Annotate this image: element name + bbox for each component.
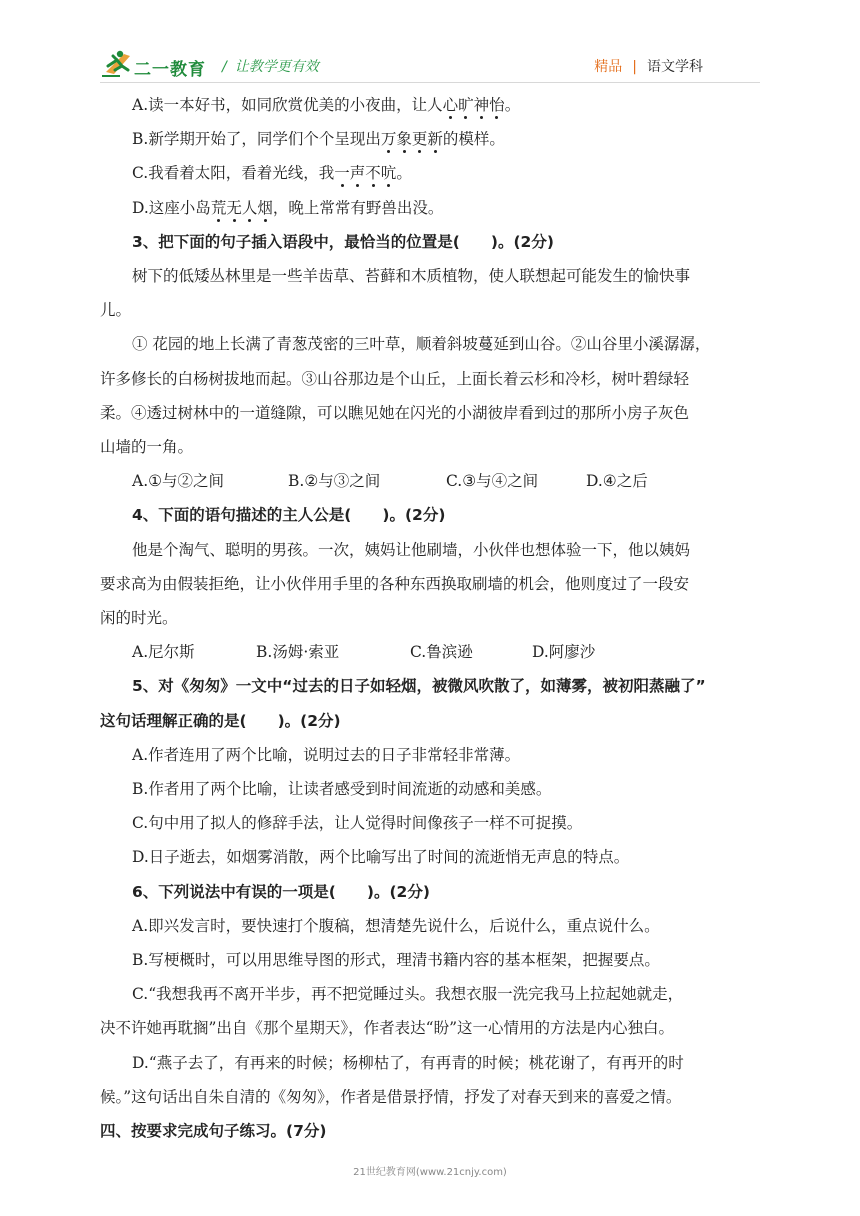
q5-option-c: C.句中用了拟人的修辞手法，让人觉得时间像孩子一样不可捉摸。 <box>132 814 583 833</box>
dotted-char: 心 <box>442 96 459 114</box>
question-4: 4、下面的语句描述的主人公是( )。(2分) <box>132 506 446 525</box>
dotted-char: 怡 <box>489 96 505 114</box>
page-footer: 21世纪教育网(www.21cnjy.com) <box>353 1167 507 1178</box>
logo-text: 二一教育 <box>134 60 206 80</box>
q4-option: A.尼尔斯 <box>132 643 195 662</box>
header-divider <box>100 82 760 83</box>
header-tag: 精品 | 语文学科 <box>594 59 703 75</box>
dotted-char: 声 <box>349 164 366 183</box>
q5-option-d: D.日子逝去，如烟雾消散，两个比喻写出了时间的流逝悄无声息的特点。 <box>132 848 630 867</box>
slogan-text: 让教学更有效 <box>234 59 319 75</box>
runner-logo-icon <box>100 46 134 80</box>
q6-option-d-cont: 候。”这句话出自朱自清的《匆匆》，作者是借景抒情，抒发了对春天到来的喜爱之情。 <box>100 1087 682 1106</box>
q4-passage-line: 闲的时光。 <box>100 609 178 628</box>
question-5-cont: 这句话理解正确的是( )。(2分) <box>100 711 341 730</box>
q4-passage-line: 要求高为由假装拒绝，让小伙伴用手里的各种东西换取刷墙的机会，他则度过了一段安 <box>100 574 690 593</box>
q6-option-a: A.即兴发言时，要快速打个腹稿，想清楚先说什么，后说什么，重点说什么。 <box>132 916 660 935</box>
quality-label: 精品 <box>594 59 623 75</box>
q3-option: D.④之后 <box>586 472 648 491</box>
dotted-char: 更 <box>411 130 428 149</box>
dotted-char: 一 <box>334 164 350 183</box>
q3-option: B.②与③之间 <box>288 472 381 491</box>
dotted-char: 荒 <box>210 198 227 217</box>
q3-options <box>100 464 764 498</box>
q5-option-a: A.作者连用了两个比喻，说明过去的日子非常轻非常薄。 <box>132 745 521 764</box>
document-body <box>100 88 764 1148</box>
option-a-q2: A.读一本好书，如同欣赏优美的小夜曲，让人心旷神怡。 <box>132 96 521 114</box>
question-5: 5、对《匆匆》一文中“过去的日子如轻烟，被微风吹散了，如薄雾，被初阳蒸融了” <box>132 677 706 696</box>
section-4-heading: 四、按要求完成句子练习。(7分) <box>100 1122 327 1141</box>
q3-sentence-line: 儿。 <box>100 301 132 320</box>
dotted-char: 万 <box>380 130 397 149</box>
dotted-idiom <box>334 164 396 182</box>
dotted-char: 人 <box>241 198 258 217</box>
option-b-q2: B.新学期开始了，同学们个个呈现出万象更新的模样。 <box>132 130 505 149</box>
question-6: 6、下列说法中有误的一项是( )。(2分) <box>132 882 430 901</box>
q6-option-c: C.“我想我再不离开半步，再不把觉睡过头。我想衣服一洗完我马上拉起她就走， <box>132 985 684 1004</box>
dotted-idiom <box>211 199 273 217</box>
dotted-char: 烟 <box>257 198 273 217</box>
q6-option-d: D.“燕子去了，有再来的时候；杨柳枯了，有再青的时候；桃花谢了，有再开的时 <box>132 1053 684 1072</box>
logo <box>100 46 222 80</box>
q4-option: B.汤姆·索亚 <box>256 643 340 662</box>
q4-options <box>100 635 764 669</box>
q3-sentence-line: 树下的低矮丛林里是一些羊齿草、苔藓和木质植物，使人联想起可能发生的愉快事 <box>132 267 691 286</box>
q6-option-b: B.写梗概时，可以用思维导图的形式，理清书籍内容的基本框架，把握要点。 <box>132 951 660 970</box>
option-c-q2: C.我看着太阳，看着光线，我一声不吭。 <box>132 164 412 183</box>
dotted-char: 旷 <box>458 96 474 114</box>
q3-passage-line: ① 花园的地上长满了青葱茂密的三叶草，顺着斜坡蔓延到山谷。②山谷里小溪潺潺， <box>132 335 711 354</box>
q5-option-b: B.作者用了两个比喻，让读者感受到时间流逝的动感和美感。 <box>132 780 552 799</box>
dotted-idiom <box>381 130 443 148</box>
option-d-q2: D.这座小岛荒无人烟，晚上常常有野兽出没。 <box>132 198 444 217</box>
dotted-char: 新 <box>427 130 443 149</box>
q3-passage-line: 许多修长的白杨树拔地而起。③山谷那边是个山丘，上面长着云杉和冷杉，树叶碧绿轻 <box>100 369 690 388</box>
q4-passage-line: 他是个淘气、聪明的男孩。一次，姨妈让他刷墙，小伙伴也想体验一下，他以姨妈 <box>132 540 691 559</box>
q3-option: A.①与②之间 <box>132 472 225 491</box>
q3-option: C.③与④之间 <box>446 472 539 491</box>
q6-option-c-cont: 决不许她再耽搁”出自《那个星期天》，作者表达“盼”这一心情用的方法是内心独白。 <box>100 1019 675 1038</box>
dotted-char: 不 <box>365 164 381 183</box>
q3-passage-line: 山墙的一角。 <box>100 438 194 457</box>
question-3: 3、把下面的句子插入语段中，最恰当的位置是( )。(2分) <box>132 232 554 251</box>
dotted-char: 吭 <box>380 164 397 183</box>
q3-passage-line: 柔。④透过树林中的一道缝隙，可以瞧见她在闪光的小湖彼岸看到过的那所小房子灰色 <box>100 403 690 422</box>
dotted-idiom <box>443 96 505 114</box>
page-header <box>0 0 860 90</box>
q4-option: D.阿廖沙 <box>532 643 596 662</box>
q4-option: C.鲁滨逊 <box>410 643 473 662</box>
slogan: / 让教学更有效 <box>222 59 319 75</box>
subject-label: 语文学科 <box>647 59 703 75</box>
dotted-char: 无 <box>226 198 242 217</box>
dotted-char: 神 <box>473 96 490 114</box>
dotted-char: 象 <box>396 130 412 149</box>
